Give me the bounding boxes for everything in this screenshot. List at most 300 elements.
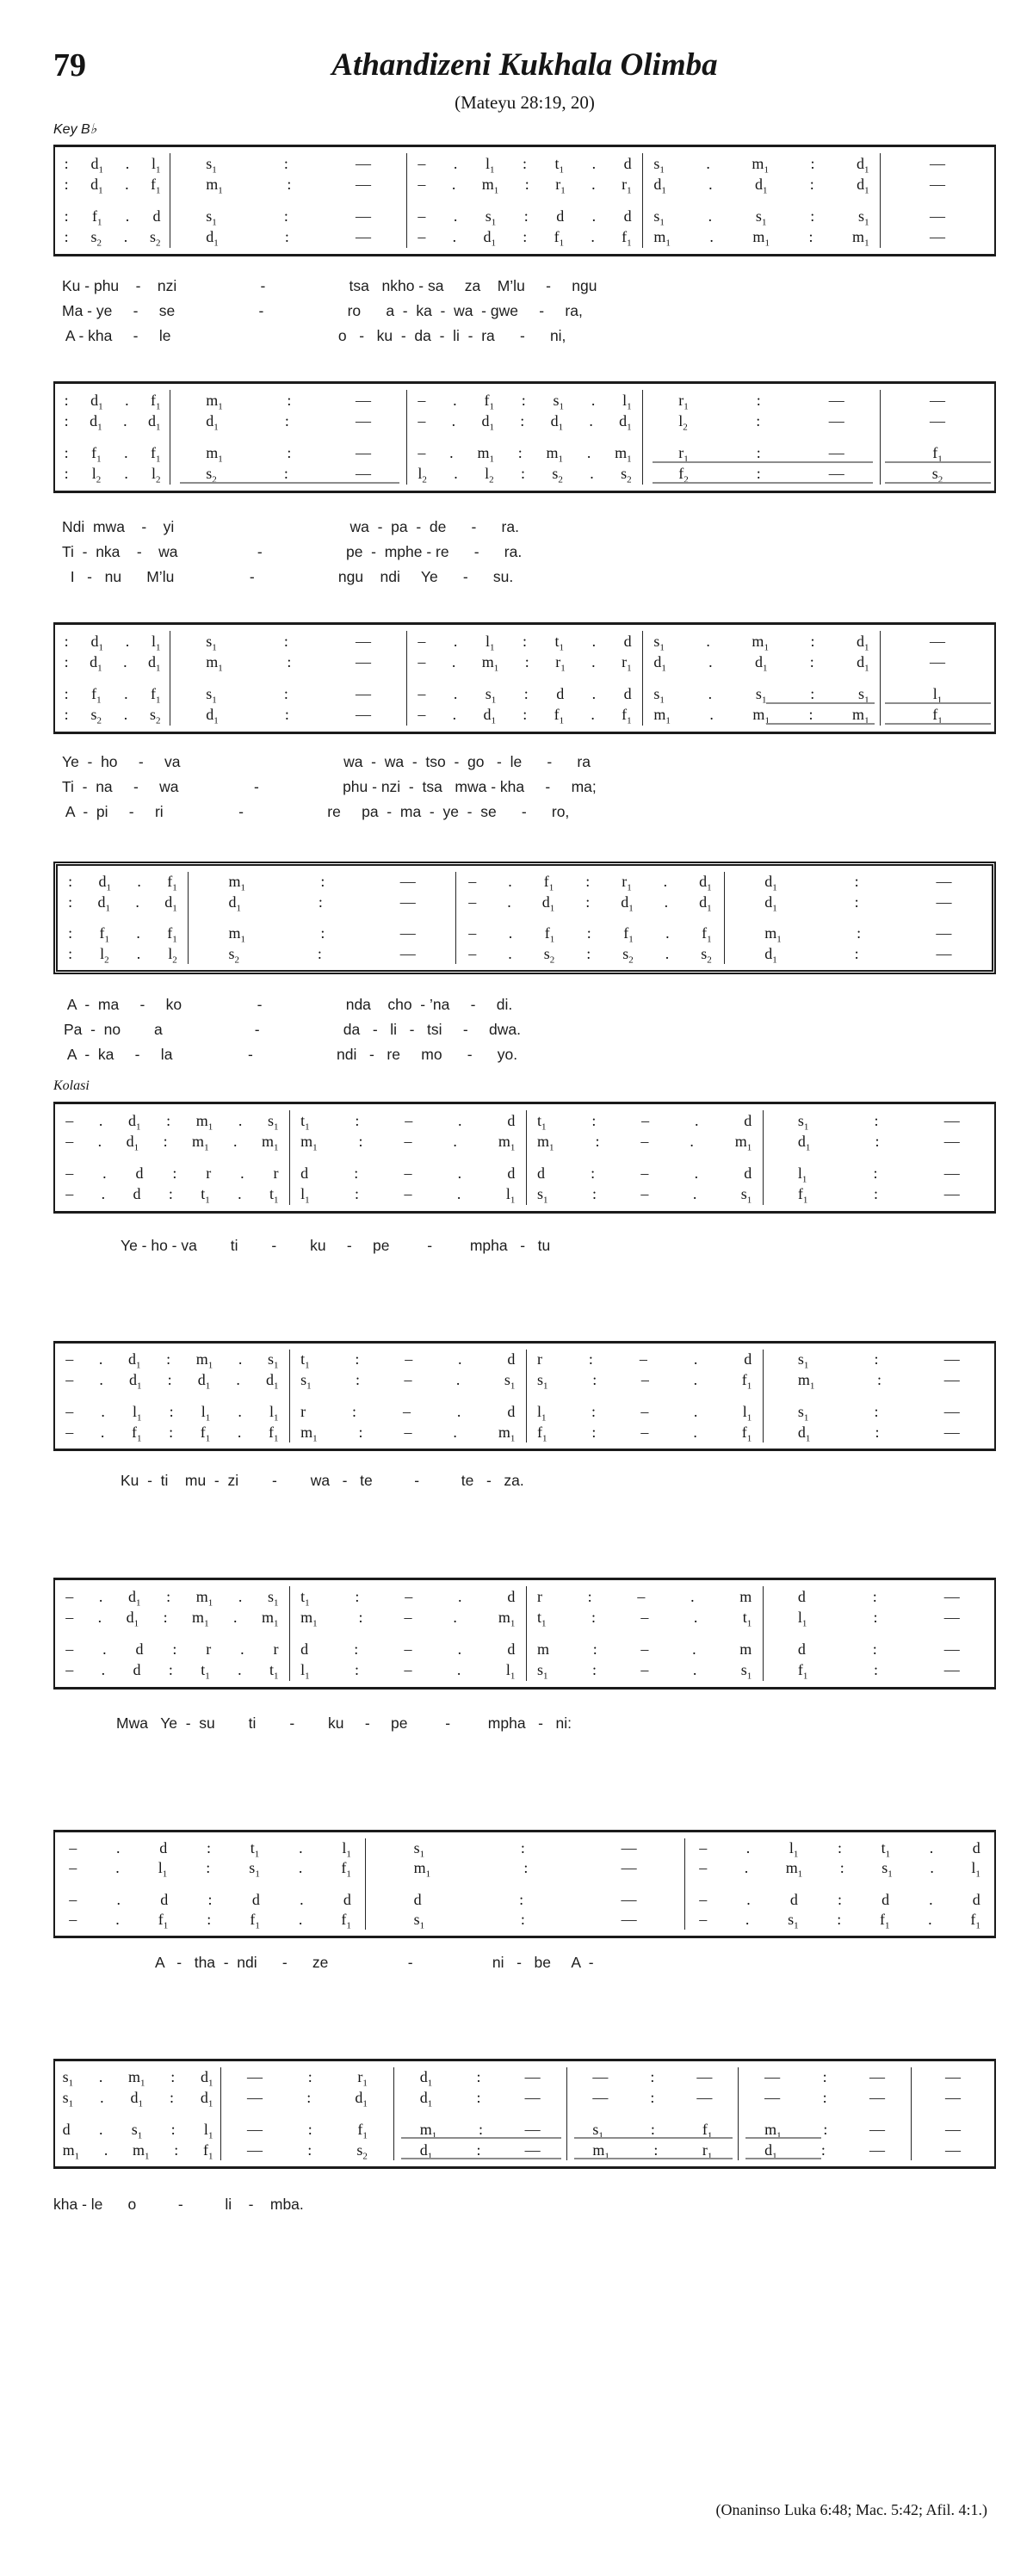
solfa-cell [643, 153, 880, 174]
music-column [912, 2067, 994, 2160]
solfa-token: $s_1$ [268, 1111, 279, 1133]
solfa-token: $d_1$ [419, 2140, 433, 2162]
solfa-token: $f_1$ [543, 873, 554, 893]
solfa-token: d [744, 1350, 752, 1368]
solfa-token: — [944, 2120, 961, 2138]
solfa-token: . [591, 228, 595, 246]
solfa-token: – [65, 1164, 74, 1183]
solfa-token: — [944, 2068, 961, 2086]
music-block [53, 862, 996, 974]
solfa-token: $d_1$ [764, 2140, 777, 2162]
solfa-token: : [653, 2140, 659, 2159]
solfa-token: $r_1$ [622, 652, 632, 674]
solfa-cell [456, 924, 723, 944]
solfa-token: $d_1$ [90, 175, 103, 196]
solfa-cell [55, 1640, 289, 1660]
music-block [53, 1341, 996, 1451]
solfa-token: : [839, 1859, 844, 1877]
solfa-token: $r_1$ [678, 444, 689, 465]
solfa-token: $s_1$ [740, 1661, 752, 1682]
solfa-token: $s_1$ [504, 1371, 516, 1392]
solfa-token: $d_1$ [857, 652, 869, 674]
solfa-cell [725, 893, 992, 913]
solfa-cell [764, 1131, 994, 1152]
solfa-cell [170, 705, 406, 726]
solfa-token: d [623, 207, 632, 225]
solfa-token: : [170, 2068, 176, 2086]
solfa-token: $s_1$ [653, 632, 665, 653]
solfa-token: : [206, 1859, 211, 1877]
music-column [55, 1110, 290, 1205]
lyrics-line: A - pi - ri - re pa - ma - ye - se - ro, [62, 803, 570, 820]
solfa-cell [881, 207, 994, 227]
solfa-token: $d_1$ [265, 1371, 279, 1392]
solfa-cell [290, 1131, 526, 1152]
solfa-token: $d_1$ [419, 2089, 433, 2110]
solfa-token: : [166, 1350, 171, 1368]
solfa-token: $s_1$ [206, 154, 217, 176]
solfa-token: : [854, 893, 859, 911]
solfa-token: . [300, 1890, 304, 1908]
solfa-token: – [404, 1132, 412, 1150]
solfa-token: — [943, 1587, 960, 1605]
solfa-token: : [587, 1587, 592, 1605]
solfa-token: : [874, 1402, 879, 1420]
solfa-cell [55, 1607, 289, 1628]
solfa-token: : [207, 1839, 212, 1857]
solfa-token: $s_1$ [536, 1185, 548, 1206]
solfa-token: — [943, 1132, 960, 1150]
lyrics-line: A - ka - la - ndi - re mo - yo. [64, 1046, 518, 1063]
solfa-token: : [355, 1661, 360, 1679]
solfa-token: : [64, 207, 69, 225]
solfa-token: $m_1$ [536, 1132, 554, 1153]
solfa-token: – [405, 1587, 413, 1605]
music-column [290, 1350, 527, 1442]
solfa-token: d [159, 1839, 168, 1857]
lyrics-line: Ku - ti mu - zi - wa - te - te - za. [121, 1472, 524, 1489]
solfa-cell [407, 390, 642, 411]
solfa-cell [685, 1910, 994, 1930]
solfa-token: . [456, 1661, 461, 1679]
solfa-token: — [869, 2140, 885, 2159]
solfa-token: . [452, 706, 457, 724]
solfa-cell [55, 390, 170, 411]
solfa-token: – [404, 1185, 412, 1203]
solfa-token: : [873, 1608, 878, 1626]
solfa-cell [685, 1858, 994, 1878]
solfa-token: d [507, 1640, 516, 1659]
solfa-token: — [356, 228, 372, 246]
solfa-token: $l_1$ [932, 685, 943, 706]
solfa-token: $d_1$ [699, 873, 712, 893]
solfa-cell [55, 1164, 289, 1184]
solfa-token: . [694, 1164, 699, 1183]
solfa-token: $s_1$ [131, 2120, 143, 2141]
solfa-token: – [65, 1587, 74, 1605]
solfa-token: r [300, 1402, 306, 1420]
solfa-token: . [456, 1402, 461, 1420]
solfa-token: $f_1$ [268, 1423, 279, 1444]
solfa-token: $m_1$ [615, 444, 632, 465]
solfa-token: $f_1$ [741, 1423, 752, 1444]
solfa-token: . [123, 411, 127, 429]
solfa-cell [739, 2120, 911, 2140]
solfa-token: : [352, 1402, 357, 1420]
solfa-cell [407, 411, 642, 431]
solfa-token: $s_1$ [268, 1350, 279, 1371]
lyrics-group [62, 515, 522, 590]
solfa-token: : [517, 444, 523, 462]
solfa-cell [170, 227, 406, 248]
solfa-token: – [404, 1371, 412, 1389]
solfa-token: : [354, 1640, 359, 1659]
solfa-token: $m_1$ [752, 228, 770, 249]
solfa-cell [881, 464, 994, 485]
solfa-cell [725, 944, 992, 965]
solfa-token: : [586, 924, 591, 942]
solfa-token: : [207, 1890, 213, 1908]
solfa-token: $m_1$ [206, 444, 223, 465]
solfa-token: . [238, 1661, 242, 1679]
solfa-token: : [522, 632, 527, 650]
solfa-token: : [872, 1587, 877, 1605]
solfa-token: : [874, 1350, 879, 1368]
solfa-token: : [172, 1640, 177, 1659]
solfa-token: $f_1$ [741, 1371, 752, 1392]
solfa-token: $l_2$ [168, 944, 177, 966]
solfa-cell [407, 705, 642, 726]
solfa-token: $m_1$ [206, 175, 223, 196]
solfa-token: : [318, 893, 323, 911]
solfa-token: . [238, 1350, 243, 1368]
solfa-cell [290, 1402, 526, 1423]
solfa-token: . [237, 1423, 242, 1441]
solfa-token: : [523, 1859, 529, 1877]
music-block [53, 145, 996, 256]
solfa-token: : [355, 1350, 360, 1368]
solfa-token: – [418, 444, 426, 462]
solfa-token: $m_1$ [413, 1859, 431, 1880]
music-column [881, 390, 994, 485]
solfa-token: . [125, 175, 129, 193]
solfa-token: : [168, 1185, 173, 1203]
solfa-token: $d_1$ [90, 652, 102, 674]
solfa-token: : [167, 1371, 172, 1389]
solfa-token: – [641, 1111, 650, 1129]
solfa-cell [685, 1838, 994, 1858]
music-column [55, 1586, 290, 1681]
solfa-token: $f_1$ [250, 1910, 260, 1931]
solfa-token: $t_1$ [201, 1661, 210, 1682]
solfa-cell [764, 1660, 994, 1681]
solfa-token: : [591, 1423, 597, 1441]
solfa-token: : [284, 706, 289, 724]
solfa-token: : [166, 1111, 171, 1129]
solfa-token: — [356, 652, 372, 670]
solfa-token: $f_1$ [151, 175, 161, 196]
solfa-token: : [168, 1661, 173, 1679]
solfa-token: : [873, 1164, 878, 1183]
music-column [170, 390, 407, 485]
solfa-token: – [468, 944, 477, 962]
solfa-cell [764, 1350, 994, 1370]
solfa-token: d [507, 1111, 516, 1129]
slur-line [574, 2137, 733, 2139]
solfa-token: $t_1$ [536, 1111, 547, 1133]
lyrics-group [64, 992, 521, 1067]
solfa-token: . [508, 944, 512, 962]
solfa-token: $d_1$ [197, 1371, 211, 1392]
solfa-token: – [699, 1839, 708, 1857]
solfa-token: : [591, 1111, 597, 1129]
solfa-token: . [123, 652, 127, 670]
solfa-token: : [520, 411, 525, 429]
solfa-token: d [413, 1890, 422, 1908]
solfa-cell [189, 944, 455, 965]
solfa-token: — [696, 2068, 713, 2086]
solfa-token: : [356, 1371, 361, 1389]
solfa-token: — [356, 207, 372, 225]
lyrics-line: A - tha - ndi - ze - ni - be A - [155, 1954, 594, 1971]
solfa-token: . [690, 1587, 695, 1605]
solfa-cell [55, 1402, 289, 1423]
solfa-token: $l_2$ [485, 465, 494, 485]
music-column [407, 153, 643, 248]
solfa-token: $d_1$ [90, 154, 103, 176]
solfa-token: d [152, 207, 161, 225]
slur-line [574, 2158, 733, 2159]
lyrics-group [116, 1711, 572, 1736]
solfa-token: . [692, 1661, 697, 1679]
solfa-token: . [744, 1859, 749, 1877]
solfa-token: — [936, 924, 952, 942]
music-column [170, 631, 407, 726]
solfa-token: : [591, 1185, 597, 1203]
solfa-token: . [99, 1371, 103, 1389]
solfa-token: — [524, 2140, 541, 2159]
solfa-token: $l_1$ [536, 1402, 547, 1424]
solfa-token: – [418, 228, 426, 246]
solfa-token: . [457, 1640, 462, 1659]
solfa-cell [881, 684, 994, 705]
solfa-cell [881, 227, 994, 248]
solfa-cell [55, 207, 170, 227]
solfa-cell [290, 1640, 526, 1660]
music-column [643, 631, 881, 726]
solfa-token: — [764, 2068, 781, 2086]
solfa-token: — [943, 1661, 960, 1679]
solfa-token: . [693, 1423, 697, 1441]
solfa-token: . [101, 1185, 106, 1203]
solfa-token: $t_1$ [201, 1185, 210, 1206]
solfa-token: : [523, 207, 529, 225]
solfa-token: $m_1$ [192, 1132, 209, 1153]
solfa-token: . [591, 632, 597, 650]
solfa-token: – [404, 1640, 412, 1659]
solfa-token: $d_1$ [857, 632, 869, 653]
solfa-token: $s_1$ [413, 1910, 425, 1931]
solfa-token: $m_1$ [481, 652, 499, 674]
solfa-cell [58, 924, 188, 944]
solfa-cell [189, 893, 455, 913]
solfa-token: $s_1$ [653, 685, 665, 706]
solfa-token: $t_1$ [269, 1185, 279, 1206]
solfa-token: $l_2$ [152, 465, 161, 485]
slur-line [766, 702, 875, 704]
solfa-token: : [592, 1371, 597, 1389]
solfa-token: – [69, 1910, 77, 1928]
solfa-token: – [418, 175, 426, 193]
solfa-token: $f_1$ [167, 924, 177, 945]
solfa-token: . [101, 1661, 106, 1679]
solfa-token: d [556, 207, 565, 225]
solfa-token: . [709, 228, 714, 246]
solfa-token: . [508, 924, 513, 942]
solfa-token: $m_1$ [195, 1587, 213, 1609]
solfa-cell [170, 174, 406, 195]
solfa-token: $l_1$ [622, 391, 632, 412]
solfa-token: — [247, 2089, 263, 2107]
solfa-token: $s_2$ [622, 944, 634, 966]
solfa-token: $s_1$ [858, 685, 869, 706]
solfa-cell [643, 227, 880, 248]
solfa-cell [881, 174, 994, 195]
solfa-token: $d_1$ [97, 893, 110, 914]
solfa-token: $d_1$ [206, 411, 219, 433]
solfa-cell [221, 2067, 393, 2088]
solfa-token: $d_1$ [130, 2089, 144, 2110]
solfa-token: $t_1$ [300, 1350, 310, 1371]
solfa-cell [394, 2088, 566, 2109]
solfa-token: – [640, 1132, 649, 1150]
solfa-token: : [521, 391, 526, 409]
solfa-token: . [98, 1111, 103, 1129]
solfa-token: : [810, 207, 815, 225]
solfa-token: : [317, 944, 322, 962]
solfa-token: $s_1$ [858, 207, 869, 228]
solfa-token: $s_1$ [740, 1185, 752, 1206]
solfa-token: d [507, 1587, 516, 1605]
solfa-token: – [65, 1185, 74, 1203]
solfa-cell [58, 872, 188, 893]
solfa-token: $d_1$ [126, 1132, 139, 1153]
solfa-token: d [133, 1661, 141, 1679]
solfa-token: . [693, 1402, 698, 1420]
solfa-token: . [240, 1640, 244, 1659]
solfa-token: — [356, 154, 372, 172]
solfa-token: $f_1$ [702, 2120, 713, 2141]
solfa-cell [643, 652, 880, 672]
solfa-token: : [64, 632, 69, 650]
solfa-token: $f_1$ [554, 228, 565, 249]
solfa-token: . [692, 1185, 697, 1203]
solfa-token: – [404, 1164, 412, 1183]
solfa-token: : [287, 391, 292, 409]
solfa-token: . [236, 1371, 240, 1389]
solfa-token: $f_1$ [341, 1859, 351, 1880]
solfa-token: $t_1$ [554, 632, 565, 653]
music-block [53, 1830, 996, 1938]
solfa-token: $t_1$ [554, 154, 565, 176]
solfa-cell [685, 1890, 994, 1910]
music-column [290, 1110, 527, 1205]
solfa-cell [55, 2140, 220, 2160]
solfa-token: $d_1$ [857, 175, 869, 196]
solfa-token: : [207, 1910, 212, 1928]
solfa-token: . [298, 1910, 303, 1928]
solfa-token: — [524, 2089, 541, 2107]
solfa-cell [170, 411, 406, 431]
solfa-token: $l_1$ [789, 1839, 799, 1860]
music-column [527, 1110, 764, 1205]
solfa-token: d [972, 1890, 980, 1908]
solfa-token: . [693, 1350, 698, 1368]
solfa-token: $d_1$ [127, 1350, 141, 1371]
solfa-token: . [457, 1164, 462, 1183]
solfa-token: $d_1$ [206, 706, 219, 726]
solfa-token: $l_1$ [152, 154, 161, 176]
solfa-token: : [307, 2140, 312, 2159]
solfa-token: — [943, 1423, 960, 1441]
solfa-token: – [468, 924, 477, 942]
solfa-token: $f_1$ [91, 207, 102, 228]
solfa-token: $d_1$ [550, 411, 564, 433]
solfa-token: – [699, 1859, 708, 1877]
solfa-cell [643, 207, 880, 227]
solfa-cell [567, 2120, 739, 2140]
solfa-cell [527, 1184, 763, 1205]
solfa-cell [527, 1402, 763, 1423]
solfa-token: : [523, 706, 528, 724]
solfa-token: : [170, 2120, 176, 2138]
solfa-cell [456, 872, 723, 893]
solfa-token: $l_1$ [797, 1164, 807, 1185]
music-column [527, 1350, 764, 1442]
music-block [53, 622, 996, 734]
solfa-token: : [592, 1640, 597, 1659]
solfa-token: $t_1$ [269, 1661, 279, 1682]
slur-line [885, 723, 991, 725]
solfa-token: $d_1$ [128, 1371, 142, 1392]
solfa-token: $m_1$ [300, 1423, 318, 1444]
music-column [221, 2067, 394, 2160]
solfa-token: $s_1$ [268, 1587, 279, 1609]
solfa-token: . [665, 924, 670, 942]
solfa-token: : [875, 1423, 880, 1441]
solfa-token: — [929, 154, 945, 172]
lyrics-line: Ti - nka - wa - pe - mphe - re - ra. [62, 543, 523, 560]
solfa-token: : [287, 175, 292, 193]
solfa-token: $d_1$ [764, 893, 777, 914]
solfa-token: . [115, 1910, 120, 1928]
solfa-cell [366, 1838, 684, 1858]
solfa-token: : [358, 1132, 363, 1150]
solfa-token: – [69, 1890, 77, 1908]
solfa-token: . [97, 1132, 102, 1150]
solfa-cell [55, 1350, 289, 1370]
solfa-token: . [453, 632, 458, 650]
solfa-token: : [287, 652, 292, 670]
music-column [764, 1110, 994, 1205]
solfa-token: d [536, 1164, 545, 1183]
solfa-token: — [621, 1859, 637, 1877]
lyrics-line: kha - le o - li - mba. [53, 2196, 304, 2213]
solfa-token: $r_1$ [555, 175, 566, 196]
solfa-token: $m_1$ [752, 706, 770, 726]
music-block [53, 2059, 996, 2169]
slur-line [653, 461, 873, 463]
